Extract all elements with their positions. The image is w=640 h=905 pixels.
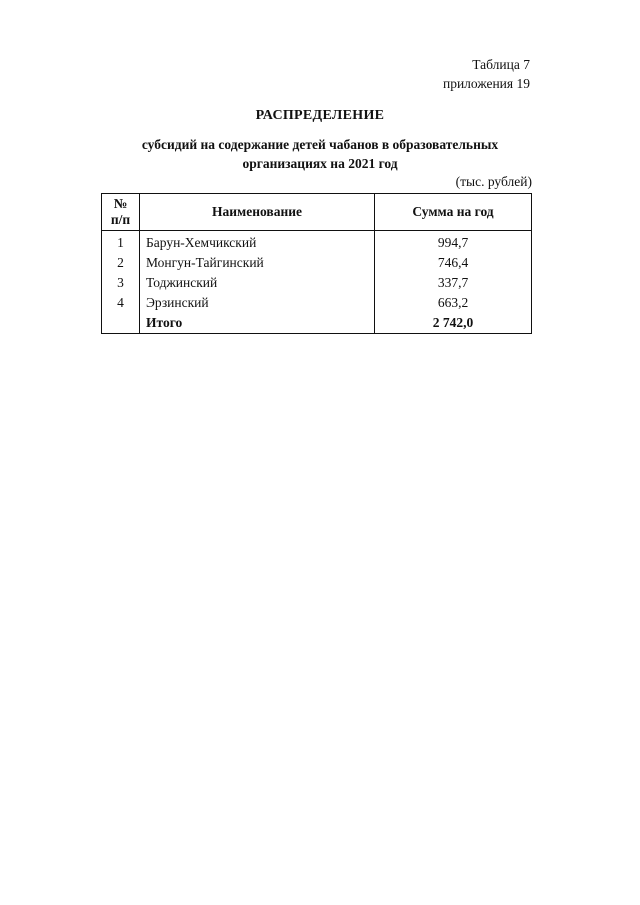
table-header-row bbox=[102, 194, 532, 231]
row-number: 4 bbox=[102, 293, 140, 313]
subtitle-line-2: организациях на 2021 год bbox=[242, 156, 398, 171]
column-header-number bbox=[102, 194, 140, 231]
row-number: 1 bbox=[102, 231, 140, 254]
row-sum: 746,4 bbox=[375, 253, 532, 273]
row-number: 2 bbox=[102, 253, 140, 273]
total-sum: 2 742,0 bbox=[375, 313, 532, 334]
row-sum: 663,2 bbox=[375, 293, 532, 313]
document-title: РАСПРЕДЕЛЕНИЕ bbox=[255, 108, 385, 123]
table-row bbox=[102, 231, 532, 254]
row-name: Барун-Хемчикский bbox=[140, 231, 375, 254]
total-number bbox=[102, 313, 140, 334]
column-header-number-line1: № bbox=[113, 196, 128, 211]
document-subtitle bbox=[120, 135, 520, 173]
subtitle-line-1: субсидий на содержание детей чабанов в образовательных bbox=[141, 137, 499, 152]
distribution-table bbox=[101, 193, 532, 334]
total-label: Итого bbox=[140, 313, 375, 334]
row-number: 3 bbox=[102, 273, 140, 293]
row-sum: 994,7 bbox=[375, 231, 532, 254]
table-total-row bbox=[102, 313, 532, 334]
row-sum: 337,7 bbox=[375, 273, 532, 293]
table-row bbox=[102, 293, 532, 313]
row-name: Тоджинский bbox=[140, 273, 375, 293]
column-header-number-line2: п/п bbox=[110, 212, 131, 227]
table-row bbox=[102, 273, 532, 293]
table-row bbox=[102, 253, 532, 273]
table-reference bbox=[443, 55, 530, 93]
column-header-sum: Сумма на год bbox=[375, 194, 532, 231]
row-name: Монгун-Тайгинский bbox=[140, 253, 375, 273]
appendix-number: приложения 19 bbox=[442, 76, 530, 91]
table-number: Таблица 7 bbox=[472, 57, 530, 72]
column-header-name: Наименование bbox=[140, 194, 375, 231]
units-note: (тыс. рублей) bbox=[455, 174, 532, 189]
row-name: Эрзинский bbox=[140, 293, 375, 313]
